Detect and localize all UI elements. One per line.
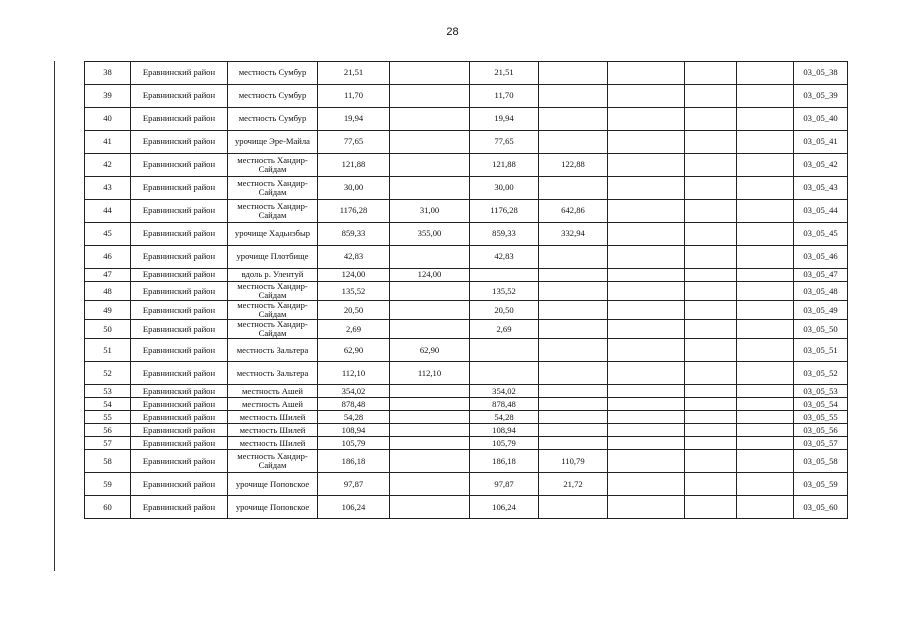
table-row — [85, 339, 848, 362]
cell-c6 — [685, 411, 737, 424]
cell-c5 — [608, 131, 685, 154]
cell-location: местность Хандир-Сайдам — [228, 282, 318, 301]
cell-location: местность Ашей — [228, 398, 318, 411]
cell-c7 — [737, 154, 794, 177]
table-row — [85, 131, 848, 154]
cell-c6 — [685, 85, 737, 108]
cell-c4: 21,72 — [539, 473, 608, 496]
cell-code: 03_05_53 — [794, 385, 848, 398]
cell-location: местность Хандир-Сайдам — [228, 320, 318, 339]
cell-c1: 105,79 — [318, 437, 390, 450]
cell-code: 03_05_38 — [794, 62, 848, 85]
cell-district: Еравнинский район — [131, 282, 228, 301]
cell-code: 03_05_54 — [794, 398, 848, 411]
table-row — [85, 320, 848, 339]
cell-c2 — [390, 320, 470, 339]
cell-location: урочище Поповское — [228, 473, 318, 496]
cell-c3: 2,69 — [470, 320, 539, 339]
cell-c7 — [737, 411, 794, 424]
cell-c7 — [737, 301, 794, 320]
cell-c2 — [390, 131, 470, 154]
cell-c6 — [685, 320, 737, 339]
cell-c6 — [685, 450, 737, 473]
cell-district: Еравнинский район — [131, 362, 228, 385]
cell-location: местность Зальтера — [228, 362, 318, 385]
cell-location: местность Сумбур — [228, 62, 318, 85]
cell-c5 — [608, 246, 685, 269]
cell-c2 — [390, 450, 470, 473]
cell-num: 40 — [85, 108, 131, 131]
cell-c3: 21,51 — [470, 62, 539, 85]
cell-c6 — [685, 177, 737, 200]
cell-c6 — [685, 473, 737, 496]
cell-c5 — [608, 154, 685, 177]
cell-location: местность Ашей — [228, 385, 318, 398]
cell-district: Еравнинский район — [131, 424, 228, 437]
cell-c5 — [608, 223, 685, 246]
cell-num: 58 — [85, 450, 131, 473]
cell-c5 — [608, 301, 685, 320]
cell-c5 — [608, 473, 685, 496]
cell-c5 — [608, 437, 685, 450]
cell-num: 46 — [85, 246, 131, 269]
cell-c7 — [737, 398, 794, 411]
cell-num: 55 — [85, 411, 131, 424]
cell-c4 — [539, 424, 608, 437]
cell-district: Еравнинский район — [131, 177, 228, 200]
cell-c7 — [737, 320, 794, 339]
cell-num: 53 — [85, 385, 131, 398]
cell-location: урочище Эре-Майла — [228, 131, 318, 154]
cell-c7 — [737, 437, 794, 450]
cell-c5 — [608, 320, 685, 339]
cell-c1: 2,69 — [318, 320, 390, 339]
cell-c6 — [685, 62, 737, 85]
table-row — [85, 246, 848, 269]
cell-c4: 642,86 — [539, 200, 608, 223]
cell-c2: 355,00 — [390, 223, 470, 246]
cell-c3: 11,70 — [470, 85, 539, 108]
cell-c4 — [539, 437, 608, 450]
cell-c5 — [608, 424, 685, 437]
cell-c7 — [737, 362, 794, 385]
cell-location: местность Зальтера — [228, 339, 318, 362]
table-row — [85, 411, 848, 424]
cell-code: 03_05_49 — [794, 301, 848, 320]
cell-c7 — [737, 177, 794, 200]
cell-c6 — [685, 424, 737, 437]
cell-c5 — [608, 269, 685, 282]
cell-c1: 878,48 — [318, 398, 390, 411]
cell-c5 — [608, 339, 685, 362]
cell-district: Еравнинский район — [131, 131, 228, 154]
cell-location: местность Хандир-Сайдам — [228, 450, 318, 473]
cell-c4 — [539, 85, 608, 108]
table-row — [85, 385, 848, 398]
cell-c1: 106,24 — [318, 496, 390, 519]
cell-c1: 97,87 — [318, 473, 390, 496]
cell-c2 — [390, 473, 470, 496]
cell-district: Еравнинский район — [131, 301, 228, 320]
cell-num: 41 — [85, 131, 131, 154]
cell-c7 — [737, 385, 794, 398]
cell-location: урочище Хадьнэбыр — [228, 223, 318, 246]
cell-c7 — [737, 473, 794, 496]
table-row — [85, 200, 848, 223]
cell-c6 — [685, 362, 737, 385]
cell-c6 — [685, 246, 737, 269]
cell-code: 03_05_51 — [794, 339, 848, 362]
cell-c4: 122,88 — [539, 154, 608, 177]
cell-code: 03_05_57 — [794, 437, 848, 450]
cell-c5 — [608, 362, 685, 385]
cell-c5 — [608, 108, 685, 131]
cell-c6 — [685, 339, 737, 362]
table-row — [85, 223, 848, 246]
cell-code: 03_05_43 — [794, 177, 848, 200]
cell-c5 — [608, 200, 685, 223]
cell-district: Еравнинский район — [131, 246, 228, 269]
cell-c1: 54,28 — [318, 411, 390, 424]
cell-c4 — [539, 62, 608, 85]
cell-district: Еравнинский район — [131, 269, 228, 282]
cell-c5 — [608, 85, 685, 108]
cell-c1: 20,50 — [318, 301, 390, 320]
cell-c3 — [470, 339, 539, 362]
cell-district: Еравнинский район — [131, 496, 228, 519]
cell-c3: 106,24 — [470, 496, 539, 519]
table-row — [85, 450, 848, 473]
cell-c6 — [685, 301, 737, 320]
cell-c4 — [539, 108, 608, 131]
cell-c6 — [685, 108, 737, 131]
table-row — [85, 177, 848, 200]
cell-c7 — [737, 62, 794, 85]
cell-num: 39 — [85, 85, 131, 108]
cell-c3: 42,83 — [470, 246, 539, 269]
cell-location: местность Шилей — [228, 411, 318, 424]
table-row — [85, 362, 848, 385]
cell-c5 — [608, 398, 685, 411]
cell-location: местность Хандир-Сайдам — [228, 177, 318, 200]
cell-c3 — [470, 269, 539, 282]
data-table — [84, 61, 848, 519]
cell-c2 — [390, 385, 470, 398]
cell-c2 — [390, 62, 470, 85]
cell-c2 — [390, 108, 470, 131]
cell-code: 03_05_52 — [794, 362, 848, 385]
cell-c4 — [539, 177, 608, 200]
cell-c2 — [390, 301, 470, 320]
cell-location: местность Сумбур — [228, 85, 318, 108]
cell-code: 03_05_55 — [794, 411, 848, 424]
cell-num: 49 — [85, 301, 131, 320]
cell-code: 03_05_41 — [794, 131, 848, 154]
cell-c5 — [608, 411, 685, 424]
cell-c1: 21,51 — [318, 62, 390, 85]
cell-c5 — [608, 62, 685, 85]
cell-c2 — [390, 398, 470, 411]
cell-c4 — [539, 496, 608, 519]
cell-c2: 62,90 — [390, 339, 470, 362]
cell-num: 50 — [85, 320, 131, 339]
cell-c3: 20,50 — [470, 301, 539, 320]
cell-c4: 332,94 — [539, 223, 608, 246]
cell-location: местность Хандир-Сайдам — [228, 154, 318, 177]
cell-c3: 77,65 — [470, 131, 539, 154]
cell-c3: 1176,28 — [470, 200, 539, 223]
cell-c7 — [737, 200, 794, 223]
cell-c6 — [685, 269, 737, 282]
cell-c3: 354,02 — [470, 385, 539, 398]
cell-district: Еравнинский район — [131, 411, 228, 424]
table-row — [85, 154, 848, 177]
cell-c6 — [685, 398, 737, 411]
cell-c2: 112,10 — [390, 362, 470, 385]
cell-c3: 105,79 — [470, 437, 539, 450]
cell-code: 03_05_56 — [794, 424, 848, 437]
cell-c2 — [390, 154, 470, 177]
cell-c3: 108,94 — [470, 424, 539, 437]
cell-district: Еравнинский район — [131, 108, 228, 131]
cell-c6 — [685, 131, 737, 154]
table-row — [85, 85, 848, 108]
cell-c7 — [737, 85, 794, 108]
cell-c2 — [390, 411, 470, 424]
cell-location: местность Сумбур — [228, 108, 318, 131]
cell-c4 — [539, 411, 608, 424]
cell-c4 — [539, 362, 608, 385]
cell-num: 54 — [85, 398, 131, 411]
cell-c3: 30,00 — [470, 177, 539, 200]
cell-location: вдоль р. Улентуй — [228, 269, 318, 282]
cell-c3: 97,87 — [470, 473, 539, 496]
cell-code: 03_05_60 — [794, 496, 848, 519]
cell-code: 03_05_48 — [794, 282, 848, 301]
cell-district: Еравнинский район — [131, 339, 228, 362]
cell-c4 — [539, 131, 608, 154]
cell-c5 — [608, 450, 685, 473]
page-number: 28 — [446, 26, 459, 38]
cell-c4 — [539, 246, 608, 269]
cell-num: 44 — [85, 200, 131, 223]
cell-c3: 859,33 — [470, 223, 539, 246]
cell-c7 — [737, 450, 794, 473]
cell-c6 — [685, 437, 737, 450]
table-row — [85, 301, 848, 320]
cell-c2: 124,00 — [390, 269, 470, 282]
cell-c1: 11,70 — [318, 85, 390, 108]
cell-c6 — [685, 154, 737, 177]
cell-c2 — [390, 437, 470, 450]
cell-c3: 121,88 — [470, 154, 539, 177]
cell-location: урочище Плотбище — [228, 246, 318, 269]
margin-line — [54, 61, 55, 571]
cell-c4: 110,79 — [539, 450, 608, 473]
cell-district: Еравнинский район — [131, 154, 228, 177]
cell-num: 38 — [85, 62, 131, 85]
cell-location: местность Хандир-Сайдам — [228, 301, 318, 320]
cell-code: 03_05_40 — [794, 108, 848, 131]
table-row — [85, 424, 848, 437]
cell-location: местность Хандир-Сайдам — [228, 200, 318, 223]
cell-c6 — [685, 385, 737, 398]
cell-district: Еравнинский район — [131, 85, 228, 108]
cell-c3: 878,48 — [470, 398, 539, 411]
cell-num: 47 — [85, 269, 131, 282]
cell-c4 — [539, 301, 608, 320]
cell-c1: 77,65 — [318, 131, 390, 154]
cell-code: 03_05_46 — [794, 246, 848, 269]
cell-location: местность Шилей — [228, 424, 318, 437]
cell-c1: 19,94 — [318, 108, 390, 131]
cell-num: 57 — [85, 437, 131, 450]
table-row — [85, 269, 848, 282]
cell-c4 — [539, 339, 608, 362]
cell-num: 60 — [85, 496, 131, 519]
cell-num: 42 — [85, 154, 131, 177]
cell-c5 — [608, 282, 685, 301]
cell-c3: 186,18 — [470, 450, 539, 473]
cell-district: Еравнинский район — [131, 200, 228, 223]
cell-c5 — [608, 177, 685, 200]
table-row — [85, 108, 848, 131]
cell-c2 — [390, 424, 470, 437]
cell-code: 03_05_42 — [794, 154, 848, 177]
cell-code: 03_05_50 — [794, 320, 848, 339]
cell-c1: 62,90 — [318, 339, 390, 362]
cell-location: урочище Поповское — [228, 496, 318, 519]
cell-num: 52 — [85, 362, 131, 385]
cell-c4 — [539, 282, 608, 301]
table-row — [85, 473, 848, 496]
cell-code: 03_05_59 — [794, 473, 848, 496]
table-row — [85, 496, 848, 519]
cell-c5 — [608, 496, 685, 519]
cell-c7 — [737, 339, 794, 362]
cell-c3: 19,94 — [470, 108, 539, 131]
cell-c4 — [539, 398, 608, 411]
cell-c5 — [608, 385, 685, 398]
cell-c4 — [539, 269, 608, 282]
cell-c2 — [390, 177, 470, 200]
cell-c1: 186,18 — [318, 450, 390, 473]
cell-c2 — [390, 496, 470, 519]
cell-district: Еравнинский район — [131, 450, 228, 473]
cell-c1: 108,94 — [318, 424, 390, 437]
cell-district: Еравнинский район — [131, 437, 228, 450]
cell-c1: 1176,28 — [318, 200, 390, 223]
cell-code: 03_05_47 — [794, 269, 848, 282]
cell-c1: 859,33 — [318, 223, 390, 246]
cell-c7 — [737, 108, 794, 131]
cell-c1: 112,10 — [318, 362, 390, 385]
cell-c1: 42,83 — [318, 246, 390, 269]
cell-c7 — [737, 282, 794, 301]
cell-c7 — [737, 269, 794, 282]
cell-c7 — [737, 496, 794, 519]
cell-num: 56 — [85, 424, 131, 437]
cell-district: Еравнинский район — [131, 385, 228, 398]
cell-c6 — [685, 282, 737, 301]
cell-num: 45 — [85, 223, 131, 246]
cell-district: Еравнинский район — [131, 223, 228, 246]
cell-c4 — [539, 320, 608, 339]
cell-c6 — [685, 200, 737, 223]
cell-code: 03_05_39 — [794, 85, 848, 108]
cell-c3: 54,28 — [470, 411, 539, 424]
cell-c1: 121,88 — [318, 154, 390, 177]
cell-num: 48 — [85, 282, 131, 301]
cell-c2 — [390, 282, 470, 301]
cell-location: местность Шилей — [228, 437, 318, 450]
cell-num: 51 — [85, 339, 131, 362]
cell-c2 — [390, 246, 470, 269]
cell-code: 03_05_45 — [794, 223, 848, 246]
cell-num: 43 — [85, 177, 131, 200]
cell-c1: 354,02 — [318, 385, 390, 398]
cell-c6 — [685, 496, 737, 519]
table-row — [85, 62, 848, 85]
cell-c7 — [737, 424, 794, 437]
cell-c7 — [737, 223, 794, 246]
table-row — [85, 437, 848, 450]
cell-c3 — [470, 362, 539, 385]
cell-c1: 30,00 — [318, 177, 390, 200]
cell-district: Еравнинский район — [131, 473, 228, 496]
cell-c6 — [685, 223, 737, 246]
cell-c1: 135,52 — [318, 282, 390, 301]
cell-code: 03_05_44 — [794, 200, 848, 223]
table-row — [85, 282, 848, 301]
table-row — [85, 398, 848, 411]
cell-c4 — [539, 385, 608, 398]
cell-c2: 31,00 — [390, 200, 470, 223]
cell-code: 03_05_58 — [794, 450, 848, 473]
cell-num: 59 — [85, 473, 131, 496]
cell-district: Еравнинский район — [131, 398, 228, 411]
cell-c1: 124,00 — [318, 269, 390, 282]
cell-c3: 135,52 — [470, 282, 539, 301]
cell-district: Еравнинский район — [131, 320, 228, 339]
cell-c7 — [737, 246, 794, 269]
cell-district: Еравнинский район — [131, 62, 228, 85]
cell-c7 — [737, 131, 794, 154]
cell-c2 — [390, 85, 470, 108]
